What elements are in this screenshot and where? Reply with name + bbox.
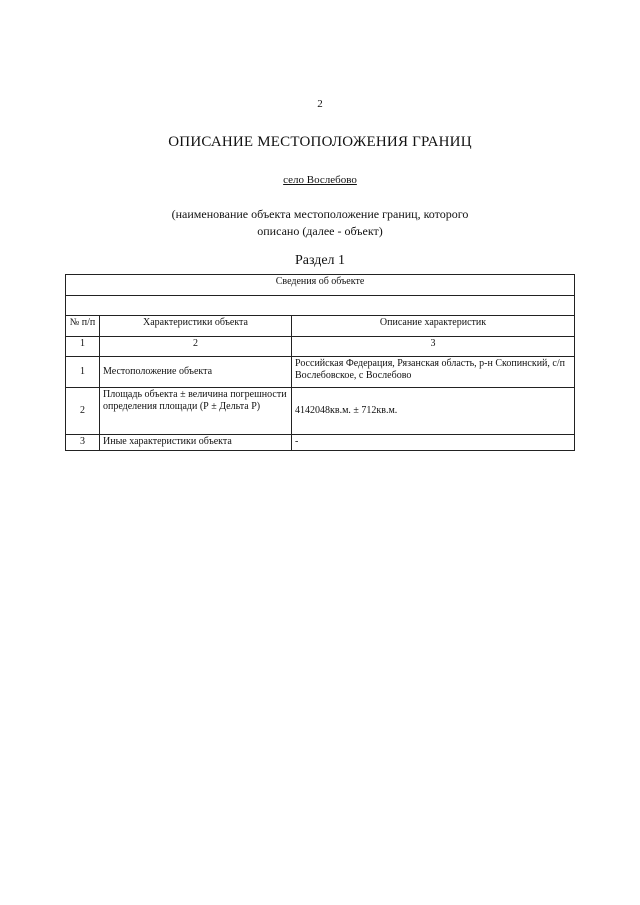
table-row [66, 357, 575, 388]
table-empty-row [66, 296, 575, 316]
column-number-1: 1 [66, 337, 100, 357]
table-header: Сведения об объекте [66, 275, 575, 296]
row-description: 4142048кв.м. ± 712кв.м. [292, 388, 575, 435]
row-description: - [292, 435, 575, 451]
table-column-header-row [66, 316, 575, 337]
object-name-line [0, 174, 640, 186]
object-caption-line-2: описано (далее - объект) [257, 224, 383, 238]
object-caption-line-1: (наименование объекта местоположение границ, которого [171, 207, 469, 221]
row-characteristic: Иные характеристики объекта [100, 435, 292, 451]
table-row [66, 388, 575, 435]
row-description: Российская Федерация, Рязанская область, р-н Скопинский, с/п Вослебовское, с Вослебово [292, 357, 575, 388]
object-name: село Вослебово [283, 174, 357, 186]
column-header-num: № п/п [66, 316, 100, 337]
column-number-2: 2 [100, 337, 292, 357]
object-info-table [65, 274, 575, 451]
column-header-description: Описание характеристик [292, 316, 575, 337]
table-column-number-row [66, 337, 575, 357]
row-characteristic: Площадь объекта ± величина погрешности определения площади (Р ± Дельта Р) [100, 388, 292, 435]
section-title: Раздел 1 [294, 253, 346, 268]
object-caption [140, 206, 500, 240]
table-empty-cell [66, 296, 575, 316]
table-row [66, 435, 575, 451]
row-num: 1 [66, 357, 100, 388]
row-characteristic: Местоположение объекта [100, 357, 292, 388]
page-number: 2 [317, 98, 323, 110]
document-title: ОПИСАНИЕ МЕСТОПОЛОЖЕНИЯ ГРАНИЦ [168, 134, 472, 150]
row-num: 2 [66, 388, 100, 435]
table-header-row [66, 275, 575, 296]
column-number-3: 3 [292, 337, 575, 357]
row-num: 3 [66, 435, 100, 451]
column-header-characteristic: Характеристики объекта [100, 316, 292, 337]
